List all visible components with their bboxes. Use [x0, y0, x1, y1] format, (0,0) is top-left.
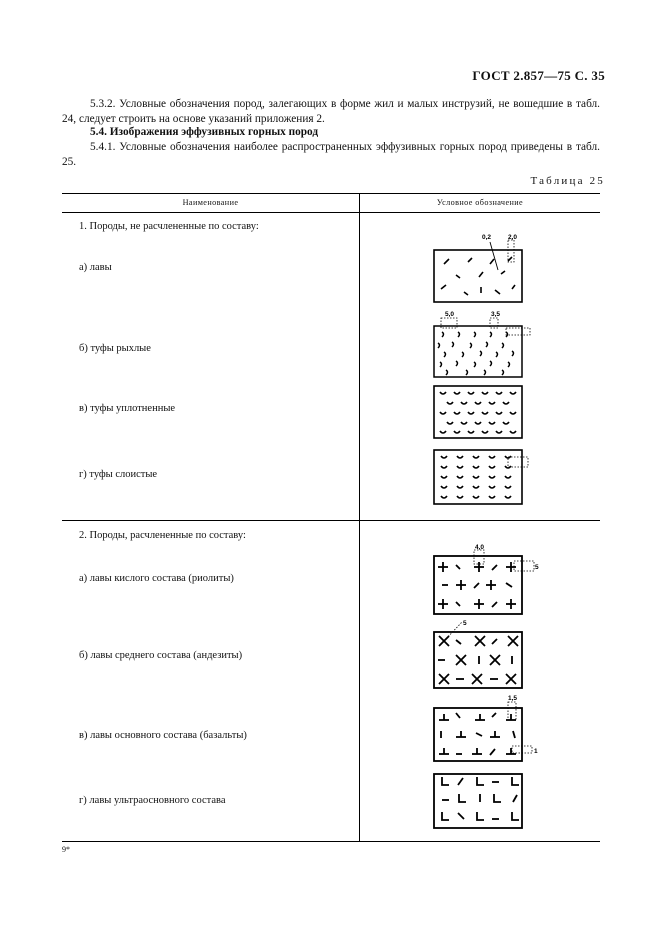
- section-heading-5-4: 5.4. Изображения эффузивных горных пород: [90, 126, 319, 138]
- dimension-label: 1: [534, 748, 538, 755]
- row-label: г) лавы ультраосновного состава: [79, 795, 226, 806]
- compacted-tuffs-symbol: [428, 380, 528, 444]
- ultrabasic-lavas-symbol: [428, 768, 528, 832]
- lavas-symbol: [428, 228, 528, 306]
- table-group-divider: [62, 520, 600, 521]
- paragraph-5-3-2: 5.3.2. Условные обозначения пород, залегающих в форме жил и малых инструзий, не вошедшие в табл. 24, следует строить на основе указаний приложения 2.: [62, 98, 600, 125]
- dimension-label: 4,0: [475, 544, 485, 551]
- paragraph-5-4-1: 5.4.1. Условные обозначения наиболее распространенных эффузивных горных пород приведены в табл. 25.: [62, 141, 600, 168]
- page-header: ГОСТ 2.857—75 С. 35: [472, 68, 605, 83]
- column-header-name: Наименование: [182, 198, 239, 207]
- dimension-label: 2,0: [508, 234, 518, 241]
- dimension-label: 5: [463, 620, 467, 627]
- table-column-divider: [359, 193, 360, 842]
- loose-tuffs-symbol: [428, 306, 546, 380]
- group-label-2: 2. Породы, расчлененные по составу:: [79, 530, 246, 541]
- basalt-lavas-symbol: [428, 692, 546, 764]
- table-bottom-rule: [62, 841, 600, 842]
- row-label: а) лавы кислого состава (риолиты): [79, 573, 234, 584]
- table-caption: Таблица 25: [530, 175, 605, 187]
- group-label-1: 1. Породы, не расчлененные по составу:: [79, 221, 259, 232]
- row-label: в) туфы уплотненные: [79, 403, 176, 414]
- dimension-label: 1,5: [508, 695, 518, 702]
- rhyolite-lavas-symbol: [428, 542, 546, 618]
- table-header-rule: [62, 212, 600, 213]
- row-label: а) лавы: [79, 262, 112, 273]
- dimension-label: 5: [535, 564, 539, 571]
- row-label: б) лавы среднего состава (андезиты): [79, 650, 243, 661]
- row-label: г) туфы слоистые: [79, 469, 158, 480]
- column-header-symbol: Условное обозначение: [436, 198, 524, 207]
- row-label: б) туфы рыхлые: [79, 343, 151, 354]
- table-top-rule: [62, 193, 600, 194]
- andesite-lavas-symbol: [428, 618, 528, 692]
- bedded-tuffs-symbol: [428, 446, 546, 508]
- page-number: 9*: [62, 845, 70, 854]
- dimension-label: 5,0: [445, 311, 455, 318]
- dimension-label: 0,2: [482, 234, 492, 241]
- dimension-label: 3,5: [491, 311, 501, 318]
- row-label: в) лавы основного состава (базальты): [79, 730, 247, 741]
